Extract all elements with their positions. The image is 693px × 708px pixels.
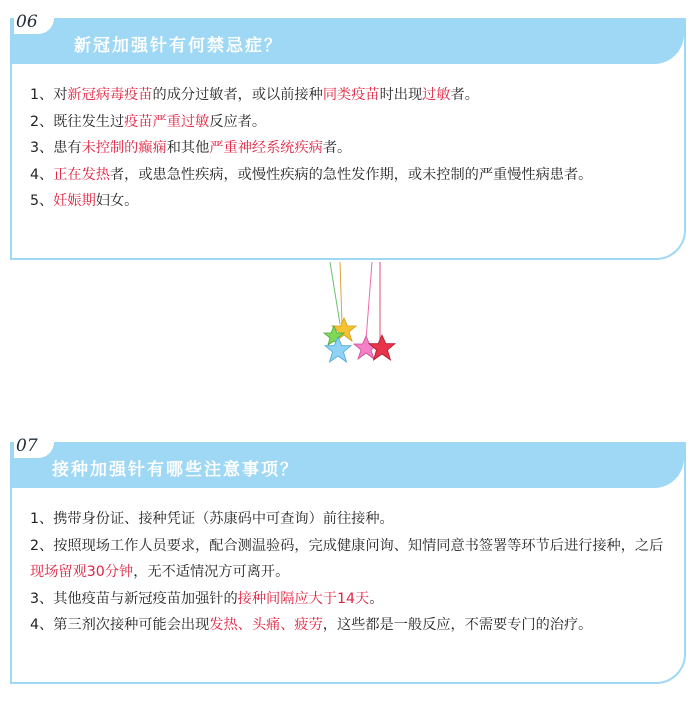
section-title: 接种加强针有哪些注意事项？	[52, 460, 299, 480]
list-item	[30, 109, 668, 136]
text-segment: 时出现	[379, 87, 423, 103]
text-segment: 2、既往发生过	[30, 113, 125, 130]
section-header-06	[12, 12, 684, 64]
text-segment: 2、按照现场工作人员要求，配合测温验码，完成健康问询、知情同意书签署等环节后进行接种，之后	[30, 537, 664, 554]
section-title: 新冠加强针有何禁忌症？	[74, 36, 283, 56]
section-card-07	[10, 436, 686, 684]
text-segment: 5、	[30, 193, 54, 209]
highlighted-text: 正在发热	[53, 166, 110, 183]
text-segment: 妇女。	[95, 193, 139, 209]
highlighted-text: 发热、头痛、疲劳	[209, 617, 323, 633]
highlighted-text: 过敏	[422, 87, 451, 103]
list-item	[30, 135, 668, 162]
section-header-07	[12, 436, 684, 488]
highlighted-text: 接种间隔应大于14天	[237, 590, 370, 607]
section-number: 07	[14, 436, 54, 458]
list-item	[30, 82, 668, 109]
section-body-07	[12, 488, 684, 649]
list-item	[30, 162, 668, 189]
text-segment: 者。	[450, 87, 479, 103]
text-segment: 反应者。	[209, 113, 267, 130]
section-card-06	[10, 12, 686, 260]
text-segment: 和其他	[166, 140, 210, 156]
text-segment: 者。	[322, 140, 352, 156]
text-segment: 4、	[30, 166, 54, 183]
highlighted-text: 疫苗严重过敏	[124, 113, 210, 130]
list-item	[30, 533, 668, 586]
list-item	[30, 612, 668, 639]
text-segment: 。	[369, 590, 384, 607]
text-segment: ，这些都是一般反应，不需要专门的治疗。	[322, 617, 593, 633]
highlighted-text: 现场留观30分钟	[30, 564, 134, 580]
highlighted-text: 同类疫苗	[322, 87, 380, 103]
highlighted-text: 妊娠期	[53, 193, 96, 209]
highlighted-text: 新冠病毒疫苗	[67, 87, 153, 103]
text-segment: 4、第三剂次接种可能会出现	[30, 617, 210, 633]
section-body-06	[12, 64, 684, 225]
text-segment: ，无不适情况方可离开。	[133, 564, 290, 580]
text-segment: 1、携带身份证、接种凭证（苏康码中可查询）前往接种。	[30, 511, 394, 527]
highlighted-text: 严重神经系统疾病	[209, 140, 323, 156]
text-segment: 3、患有	[30, 140, 82, 156]
list-item	[30, 506, 668, 533]
text-segment: 者，或患急性疾病，或慢性疾病的急性发作期，或未控制的严重慢性病患者。	[109, 166, 593, 183]
list-item	[30, 586, 668, 613]
text-segment: 3、其他疫苗与新冠疫苗加强针的	[30, 590, 238, 607]
hanging-stars-icon	[318, 262, 408, 372]
list-item	[30, 188, 668, 215]
text-segment: 的成分过敏者，或以前接种	[152, 87, 323, 103]
section-number: 06	[14, 12, 54, 34]
highlighted-text: 未控制的癫痫	[81, 140, 167, 156]
text-segment: 1、对	[30, 87, 68, 103]
